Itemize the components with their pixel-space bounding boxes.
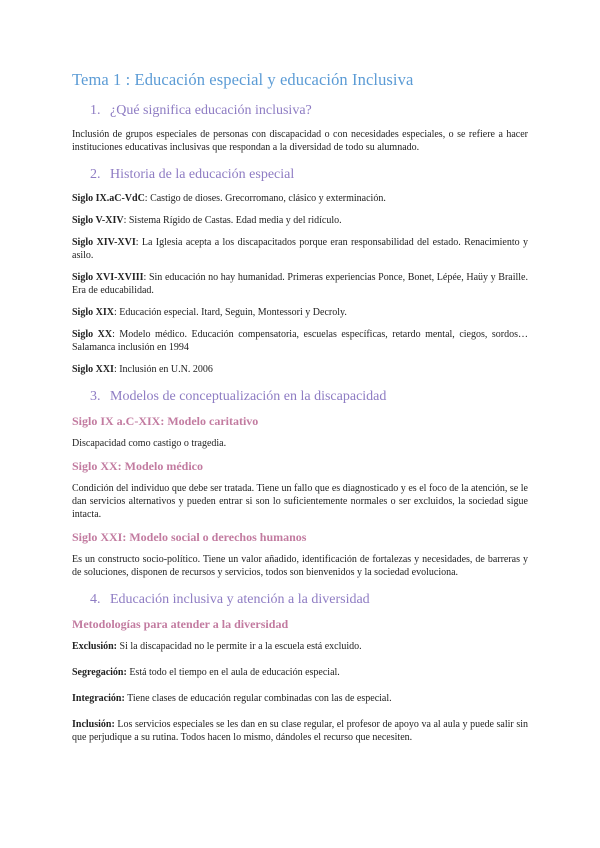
history-text: : Inclusión en U.N. 2006 <box>113 364 213 375</box>
section-title: Educación inclusiva y atención a la diversidad <box>110 592 370 607</box>
model-text: Es un constructo socio-político. Tiene un valor añadido, identificación de fortalezas y necesidades, de barreras y de soluciones, disponen de recursos y servicios, todos son bienvenidos y la sociedad evoluciona. <box>72 554 528 578</box>
history-text: : La Iglesia acepta a los discapacitados porque eran responsabilidad del estado. Renacimiento y asilo. <box>72 237 528 261</box>
history-text: : Sistema Rígido de Castas. Edad media y del ridículo. <box>123 215 342 226</box>
history-item <box>72 363 528 376</box>
section-2-heading <box>90 167 528 183</box>
model-heading: Siglo XX: Modelo médico <box>72 459 203 473</box>
methodology-text: Los servicios especiales se les dan en su clase regular, el profesor de apoyo va al aula y puede salir sin que perjudique a su rutina. Todos hacen lo mismo, dándoles el recurso que necesiten. <box>72 719 528 743</box>
history-text: : Castigo de dioses. Grecorromano, clásico y exterminación. <box>144 193 386 204</box>
methodology-label: Segregación: <box>72 667 127 678</box>
methodology-text: Tiene clases de educación regular combinadas con las de especial. <box>124 693 392 704</box>
section-number: 3. <box>90 389 101 404</box>
history-item <box>72 306 528 319</box>
history-text: : Educación especial. Itard, Seguin, Montessori y Decroly. <box>113 307 347 318</box>
document-page <box>72 70 528 753</box>
history-label: Siglo V-XIV <box>72 215 124 226</box>
history-item <box>72 192 528 205</box>
section-1-text: Inclusión de grupos especiales de personas con discapacidad o con necesidades especiales, o se refiere a hacer instituciones educativas inclusivas que respondan a la diversidad de todo su alumnado. <box>72 129 528 153</box>
methodology-label: Integración: <box>72 693 125 704</box>
history-item <box>72 214 528 227</box>
history-label: Siglo IX.aC-VdC <box>72 193 145 204</box>
section-title: ¿Qué significa educación inclusiva? <box>110 103 312 118</box>
methodology-item <box>72 718 528 744</box>
history-label: Siglo XIV-XVI <box>72 237 136 248</box>
methodology-item <box>72 640 528 653</box>
history-label: Siglo XX <box>72 329 113 340</box>
section-number: 4. <box>90 592 101 607</box>
model-text: Discapacidad como castigo o tragedia. <box>72 438 227 449</box>
section-4-heading <box>90 592 528 608</box>
history-label: Siglo XIX <box>72 307 114 318</box>
history-text: : Modelo médico. Educación compensatoria, escuelas específicas, retardo mental, ciegos, sordos… Salamanca inclusión en 1994 <box>72 329 529 353</box>
section-3-heading <box>90 389 528 405</box>
section-number: 2. <box>90 167 101 182</box>
model-heading: Siglo IX a.C-XIX: Modelo caritativo <box>72 414 259 428</box>
model-heading: Siglo XXI: Modelo social o derechos humanos <box>72 530 307 544</box>
methodology-text: Si la discapacidad no le permite ir a la escuela está excluido. <box>117 641 362 652</box>
model-text: Condición del individuo que debe ser tratada. Tiene un fallo que es diagnosticado y es el foco de la atención, se le dan servicios alternativos y pueden entrar si son lo suficientemente normales o ser excluidos, la sociedad sigue intacta. <box>72 483 528 520</box>
history-label: Siglo XVI-XVIII <box>72 272 144 283</box>
history-label: Siglo XXI <box>72 364 114 375</box>
section-title: Historia de la educación especial <box>110 167 295 182</box>
document-title: Tema 1 : Educación especial y educación Inclusiva <box>72 70 414 89</box>
history-item <box>72 236 528 262</box>
methodology-label: Inclusión: <box>72 719 115 730</box>
section-1-heading <box>90 103 528 119</box>
methodology-item <box>72 666 528 679</box>
methodology-label: Exclusión: <box>72 641 118 652</box>
section-title: Modelos de conceptualización en la discapacidad <box>110 389 387 404</box>
history-item <box>72 271 528 297</box>
methodology-item <box>72 692 528 705</box>
section-number: 1. <box>90 103 101 118</box>
methodology-text: Está todo el tiempo en el aula de educación especial. <box>126 667 340 678</box>
history-text: : Sin educación no hay humanidad. Primeras experiencias Ponce, Bonet, Lépée, Haüy y Braille. Era de educabilidad. <box>72 272 528 296</box>
methodologies-heading: Metodologías para atender a la diversidad <box>72 617 289 631</box>
history-item <box>72 328 528 354</box>
